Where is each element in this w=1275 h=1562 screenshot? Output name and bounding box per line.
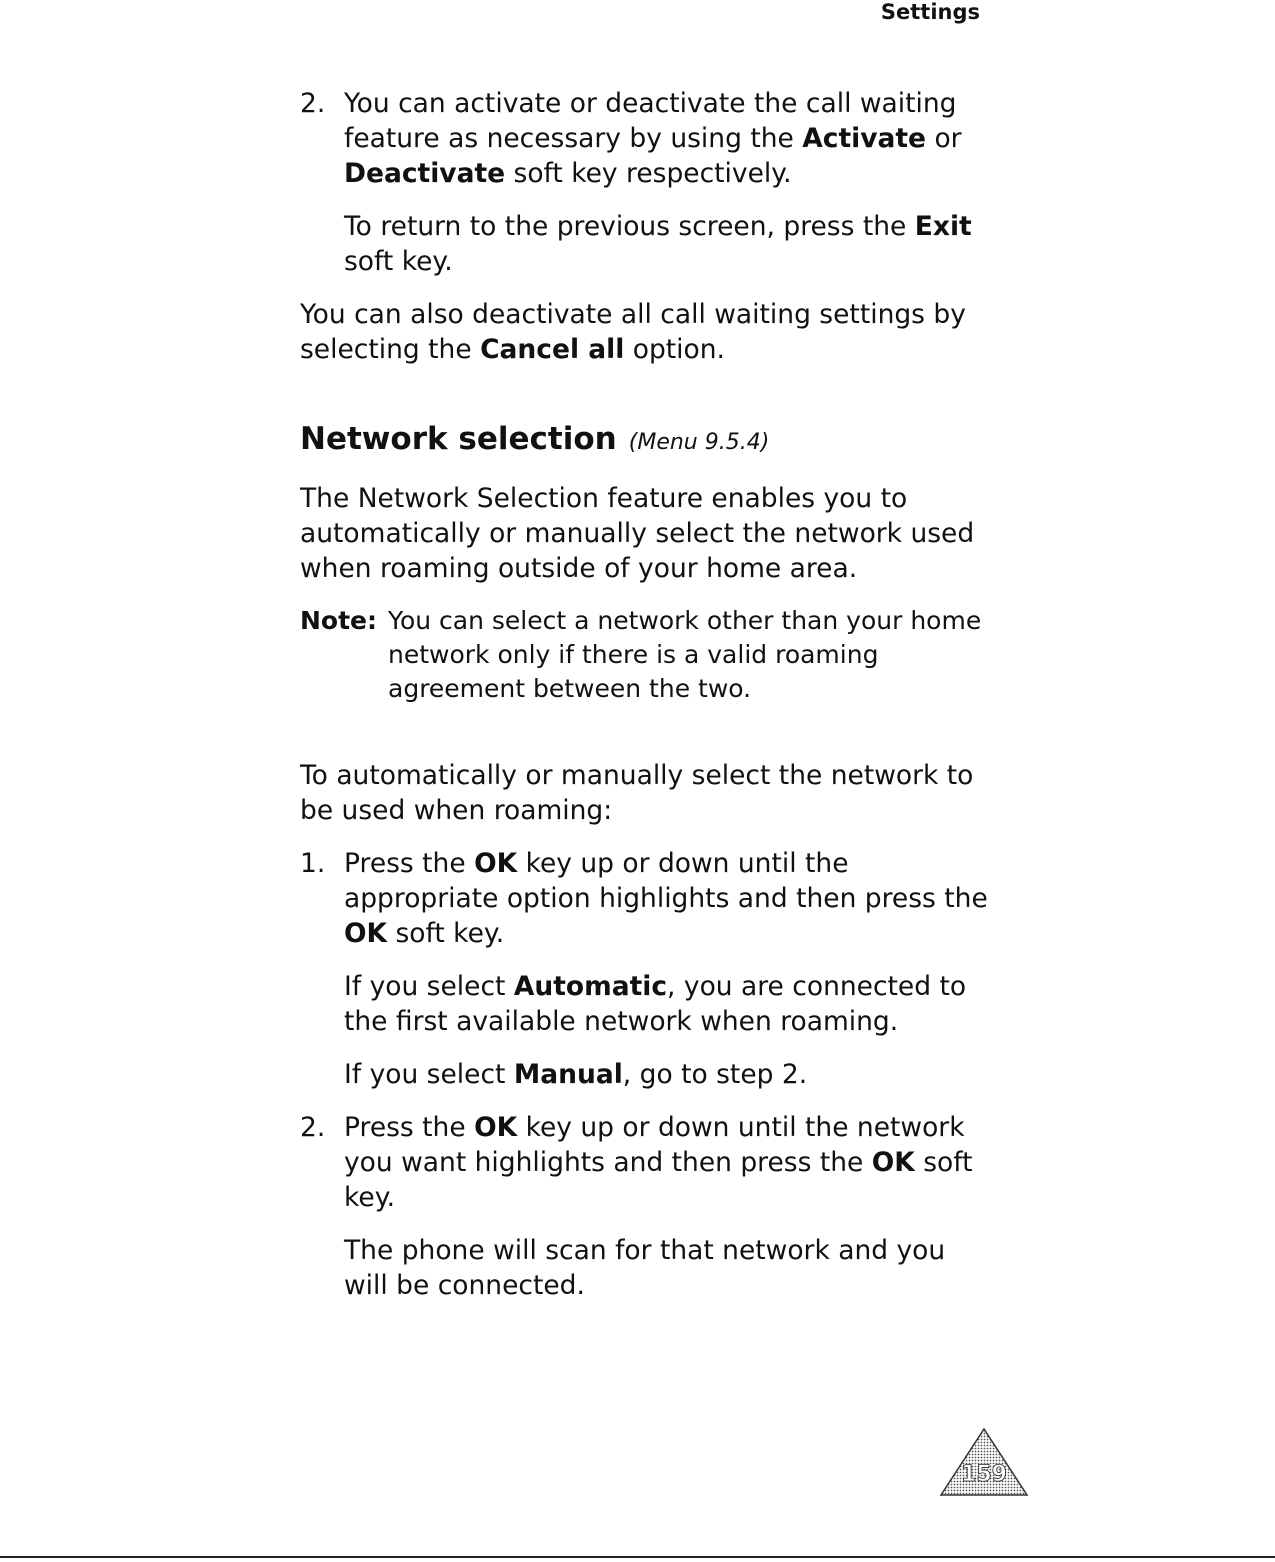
page-number: 159 bbox=[961, 1462, 1007, 1487]
note-text: You can select a network other than your home network only if there is a valid roaming agreement between the two. bbox=[388, 606, 982, 703]
deactivate-key: Deactivate bbox=[344, 158, 506, 189]
ok-key: OK bbox=[344, 918, 388, 949]
section-heading: Network selection (Menu 9.5.4) bbox=[300, 421, 770, 457]
step-number: 2. bbox=[300, 88, 326, 119]
automatic-option: Automatic bbox=[513, 971, 668, 1002]
running-header: Settings bbox=[880, 0, 980, 24]
page-number-triangle-icon bbox=[938, 1426, 1030, 1498]
bottom-rule bbox=[0, 1556, 1275, 1558]
ok-key: OK bbox=[474, 848, 518, 879]
step-text: Press the OK key up or down until the network you want highlights and then press the OK soft key. bbox=[344, 1112, 973, 1213]
ok-key: OK bbox=[474, 1112, 518, 1143]
automatic-option-text: If you select Automatic, you are connected to the first available network when roaming. bbox=[344, 971, 967, 1037]
step-body bbox=[344, 846, 990, 1092]
scan-text: The phone will scan for that network and you will be connected. bbox=[344, 1235, 946, 1301]
exit-key: Exit bbox=[914, 211, 972, 242]
network-step-2 bbox=[300, 1110, 990, 1303]
step-number: 1. bbox=[300, 848, 326, 879]
lead-paragraph: To automatically or manually select the network to be used when roaming: bbox=[300, 760, 974, 826]
note-label: Note: bbox=[300, 606, 378, 635]
page-content bbox=[300, 86, 990, 1321]
network-step-1 bbox=[300, 846, 990, 1092]
step-number: 2. bbox=[300, 1112, 326, 1143]
cancel-all-paragraph: You can also deactivate all call waiting settings by selecting the Cancel all option. bbox=[300, 299, 966, 365]
step-text: Press the OK key up or down until the appropriate option highlights and then press the OK soft key. bbox=[344, 848, 988, 949]
intro-paragraph: The Network Selection feature enables you to automatically or manually select the network used when roaming outside of your home area. bbox=[300, 483, 975, 584]
step-body bbox=[344, 1110, 990, 1303]
cancel-all-option: Cancel all bbox=[480, 334, 625, 365]
ok-key: OK bbox=[871, 1147, 915, 1178]
note bbox=[300, 604, 990, 706]
step-body bbox=[344, 86, 990, 279]
call-waiting-step-2 bbox=[300, 86, 990, 279]
manual-option: Manual bbox=[513, 1059, 623, 1090]
step-text: You can activate or deactivate the call waiting feature as necessary by using the Activate or Deactivate soft key respectively. bbox=[344, 88, 962, 189]
activate-key: Activate bbox=[802, 123, 927, 154]
return-instruction: To return to the previous screen, press the Exit soft key. bbox=[344, 211, 972, 277]
menu-reference: (Menu 9.5.4) bbox=[628, 430, 770, 455]
manual-option-text: If you select Manual, go to step 2. bbox=[344, 1059, 808, 1090]
